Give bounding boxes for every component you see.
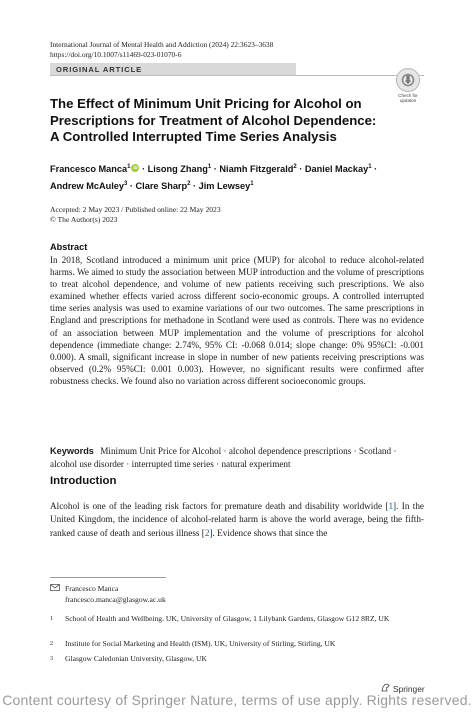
introduction-text: Alcohol is one of the leading risk factors for premature death and disability worldwide [1]. In the United Kingdom, the incidence of alcohol-related harm is above the world average, being the fifth-ranked cause of death and serious illness [2]. Evidence shows that since the bbox=[50, 501, 425, 538]
author[interactable]: Lisong Zhang$^1$ bbox=[147, 164, 212, 175]
article-title: The Effect of Minimum Unit Pricing for Alcohol on Prescriptions for Treatment of Alcohol Dependence: A Controlled Interrupted Time Series Analysis bbox=[50, 96, 377, 144]
check-updates-label-1: Check for bbox=[398, 93, 418, 98]
affiliation: 3 Glasgow Caledonian University, Glasgow, UK bbox=[50, 654, 208, 663]
check-updates-label-2: updates bbox=[399, 98, 417, 104]
affiliation: 1 School of Health and Wellbeing. UK, University of Glasgow, 1 Lilybank Gardens, Glasgow G12 8RZ, UK bbox=[50, 614, 390, 623]
corresponding-author-name: Francesco Manca bbox=[65, 584, 119, 593]
corresponding-author bbox=[50, 584, 118, 594]
article-type-label: ORIGINAL ARTICLE bbox=[56, 65, 143, 74]
check-updates-icon bbox=[396, 68, 420, 92]
author[interactable]: Daniel Mackay$^1$ bbox=[304, 164, 372, 175]
copyright-line: © The Author(s) 2023 bbox=[50, 215, 118, 224]
author-list: Francesco Manca$^1$iD · Lisong Zhang$^1$ · Niamh Fitzgerald$^2$ · Daniel Mackay$^1$ · Andrew McAuley$^3$ · Clare Sharp$^2$ · Jim Lewsey$^1$ bbox=[50, 160, 420, 193]
author[interactable]: Francesco Manca$^1$iD bbox=[50, 164, 139, 174]
citation-link[interactable]: 1 bbox=[388, 501, 394, 511]
accepted-published-date: Accepted: 2 May 2023 / Published online: 22 May 2023 bbox=[50, 205, 221, 214]
author[interactable]: Clare Sharp$^2$ bbox=[135, 180, 191, 191]
corresponding-author-email[interactable]: francesco.manca@glasgow.ac.uk bbox=[65, 595, 166, 604]
citation-link[interactable]: 2 bbox=[204, 527, 210, 538]
introduction-heading: Introduction bbox=[50, 475, 117, 487]
envelope-icon bbox=[50, 584, 61, 594]
keywords-label: Keywords bbox=[50, 446, 94, 456]
keywords-section bbox=[50, 445, 424, 471]
affiliation: 2 Institute for Social Marketing and Health (ISM). UK, University of Stirling, Stirling, UK bbox=[50, 639, 336, 648]
author[interactable]: Niamh Fitzgerald$^2$ bbox=[219, 164, 297, 175]
abstract-text: In 2018, Scotland introduced a minimum unit price (MUP) for alcohol to reduce alcohol-related harms. We aimed to study the association between MUP introduction and the volume of prescriptions to treat alcohol dependence, and volume of new patients receiving such prescriptions. We also examined whether effects varied across different socio-economic groups. A controlled interrupted time series analysis was used to examine variations of our two outcomes. The same prescriptions in England and prescriptions for methadone in Scotland were used as controls. There was no evidence of an association between MUP implementation and the volume of prescriptions for alcohol dependence (immediate change: 2.74%, 95% CI: -0.068 0.014; slope change: 0% 95%CI: -0.001 0.000). A small, significant increase in slope in number of new patients receiving prescriptions was observed (0.2% 95%CI: 0.001 0.003). However, no significant results were confirmed after robustness checks. We found also no variation across different socioeconomic groups. bbox=[50, 255, 424, 386]
doi-link[interactable]: https://doi.org/10.1007/s11469-023-01070-6 bbox=[50, 50, 182, 59]
author[interactable]: Andrew McAuley$^3$ bbox=[50, 180, 128, 191]
check-for-updates-button[interactable] bbox=[394, 68, 422, 102]
publication-dates bbox=[50, 205, 221, 225]
journal-header bbox=[50, 40, 273, 60]
header-divider bbox=[50, 75, 424, 76]
publisher-name: Springer bbox=[393, 683, 425, 694]
abstract-heading: Abstract bbox=[50, 242, 88, 252]
author[interactable]: Jim Lewsey$^1$ bbox=[198, 180, 254, 191]
orcid-icon[interactable] bbox=[131, 164, 139, 172]
footnote-divider bbox=[50, 577, 166, 578]
journal-citation: International Journal of Mental Health and Addiction (2024) 22:3623–3638 bbox=[50, 40, 274, 49]
courtesy-watermark: Content courtesy of Springer Nature, terms of use apply. Rights reserved. bbox=[2, 692, 472, 708]
keywords-text: Minimum Unit Price for Alcohol · alcohol dependence prescriptions · Scotland · alcohol use disorder · interrupted time series · natural experiment bbox=[50, 446, 397, 469]
